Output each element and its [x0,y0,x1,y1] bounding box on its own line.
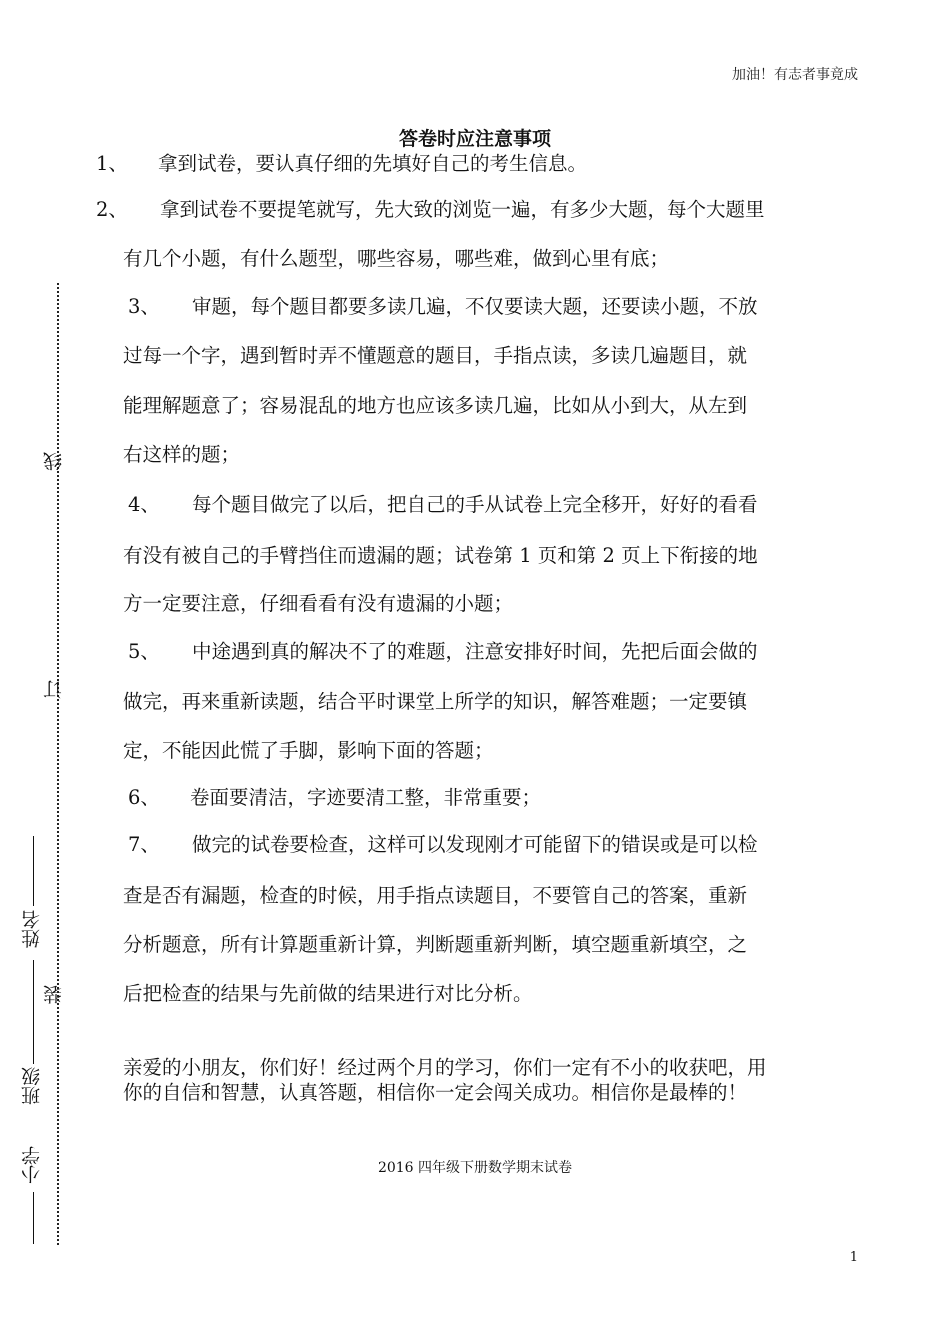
page-number: 1 [849,1250,858,1265]
item-number: 1、 [96,152,128,175]
item-number: 7、 [128,833,160,856]
item-text: 做完的试卷要检查，这样可以发现刚才可能留下的错误或是可以检 [192,833,758,856]
class-fill-line [33,960,34,1064]
item-7-line-3: 分析题意，所有计算题重新计算，判断题重新判断，填空题重新填空，之 [123,933,748,956]
item-text: 卷面要清洁，字迹要清工整，非常重要； [190,786,542,809]
item-7-line-2: 查是否有漏题，检查的时候，用手指点读题目，不要管自己的答案，重新 [123,884,748,907]
item-5-line-3: 定，不能因此慌了手脚，影响下面的答题； [123,739,494,762]
item-text: 中途遇到真的解决不了的难题，注意安排好时间，先把后面会做的 [192,640,758,663]
item-2-line-2: 有几个小题，有什么题型，哪些容易，哪些难，做到心里有底； [123,247,670,270]
item-3-line-2: 过每一个字，遇到暂时弄不懂题意的题目，手指点读，多读几遍题目，就 [123,344,748,367]
item-4-line-3: 方一定要注意，仔细看看有没有遗漏的小题； [123,592,514,615]
item-3-line-4: 右这样的题； [123,443,241,466]
page-title: 答卷时应注意事项 [398,128,551,150]
item-5-line-2: 做完，再来重新读题，结合平时课堂上所学的知识，解答难题；一定要镇 [123,690,748,713]
footer-title: 2016 四年级下册数学期末试卷 [377,1160,573,1176]
item-number: 3、 [128,295,160,318]
item-4-line-2: 有没有被自己的手臂挡住而遗漏的题；试卷第 1 页和第 2 页上下衔接的地 [123,544,758,567]
school-label: 小学 [21,1146,43,1184]
item-7-line-4: 后把检查的结果与先前做的结果进行对比分析。 [123,982,533,1005]
item-number: 4、 [128,493,160,516]
binding-label-line: 线 [43,452,65,471]
item-number: 2、 [96,198,128,221]
binding-label-ding: 订 [43,680,65,699]
name-label: 姓名 [21,910,43,948]
item-text: 审题，每个题目都要多读几遍，不仅要读大题，还要读小题，不放 [192,295,758,318]
item-number: 6、 [128,786,160,809]
item-7-line-1 [128,833,758,857]
school-fill-line [33,1192,34,1244]
name-fill-line [33,836,34,906]
item-5-line-1 [128,640,758,664]
item-4-line-1 [128,493,758,517]
item-1-line-1 [96,152,587,176]
class-label: 班级 [21,1067,43,1105]
item-6-line-1 [128,786,541,810]
header-motto: 加油！有志者事竟成 [732,67,858,83]
binding-label-zhuang: 装 [43,985,65,1004]
closing-line-1: 亲爱的小朋友，你们好！经过两个月的学习，你们一定有不小的收获吧，用 [123,1056,767,1079]
item-2-line-1 [96,198,765,222]
item-text: 每个题目做完了以后，把自己的手从试卷上完全移开，好好的看看 [192,493,758,516]
binding-dotted-line [57,283,59,1245]
item-text: 拿到试卷不要提笔就写，先大致的浏览一遍，有多少大题，每个大题里 [160,198,765,221]
closing-line-2: 你的自信和智慧，认真答题，相信你一定会闯关成功。相信你是最棒的！ [123,1081,748,1104]
item-3-line-3: 能理解题意了；容易混乱的地方也应该多读几遍，比如从小到大，从左到 [123,394,748,417]
item-number: 5、 [128,640,160,663]
item-text: 拿到试卷，要认真仔细的先填好自己的考生信息。 [158,152,588,175]
item-3-line-1 [128,295,758,319]
